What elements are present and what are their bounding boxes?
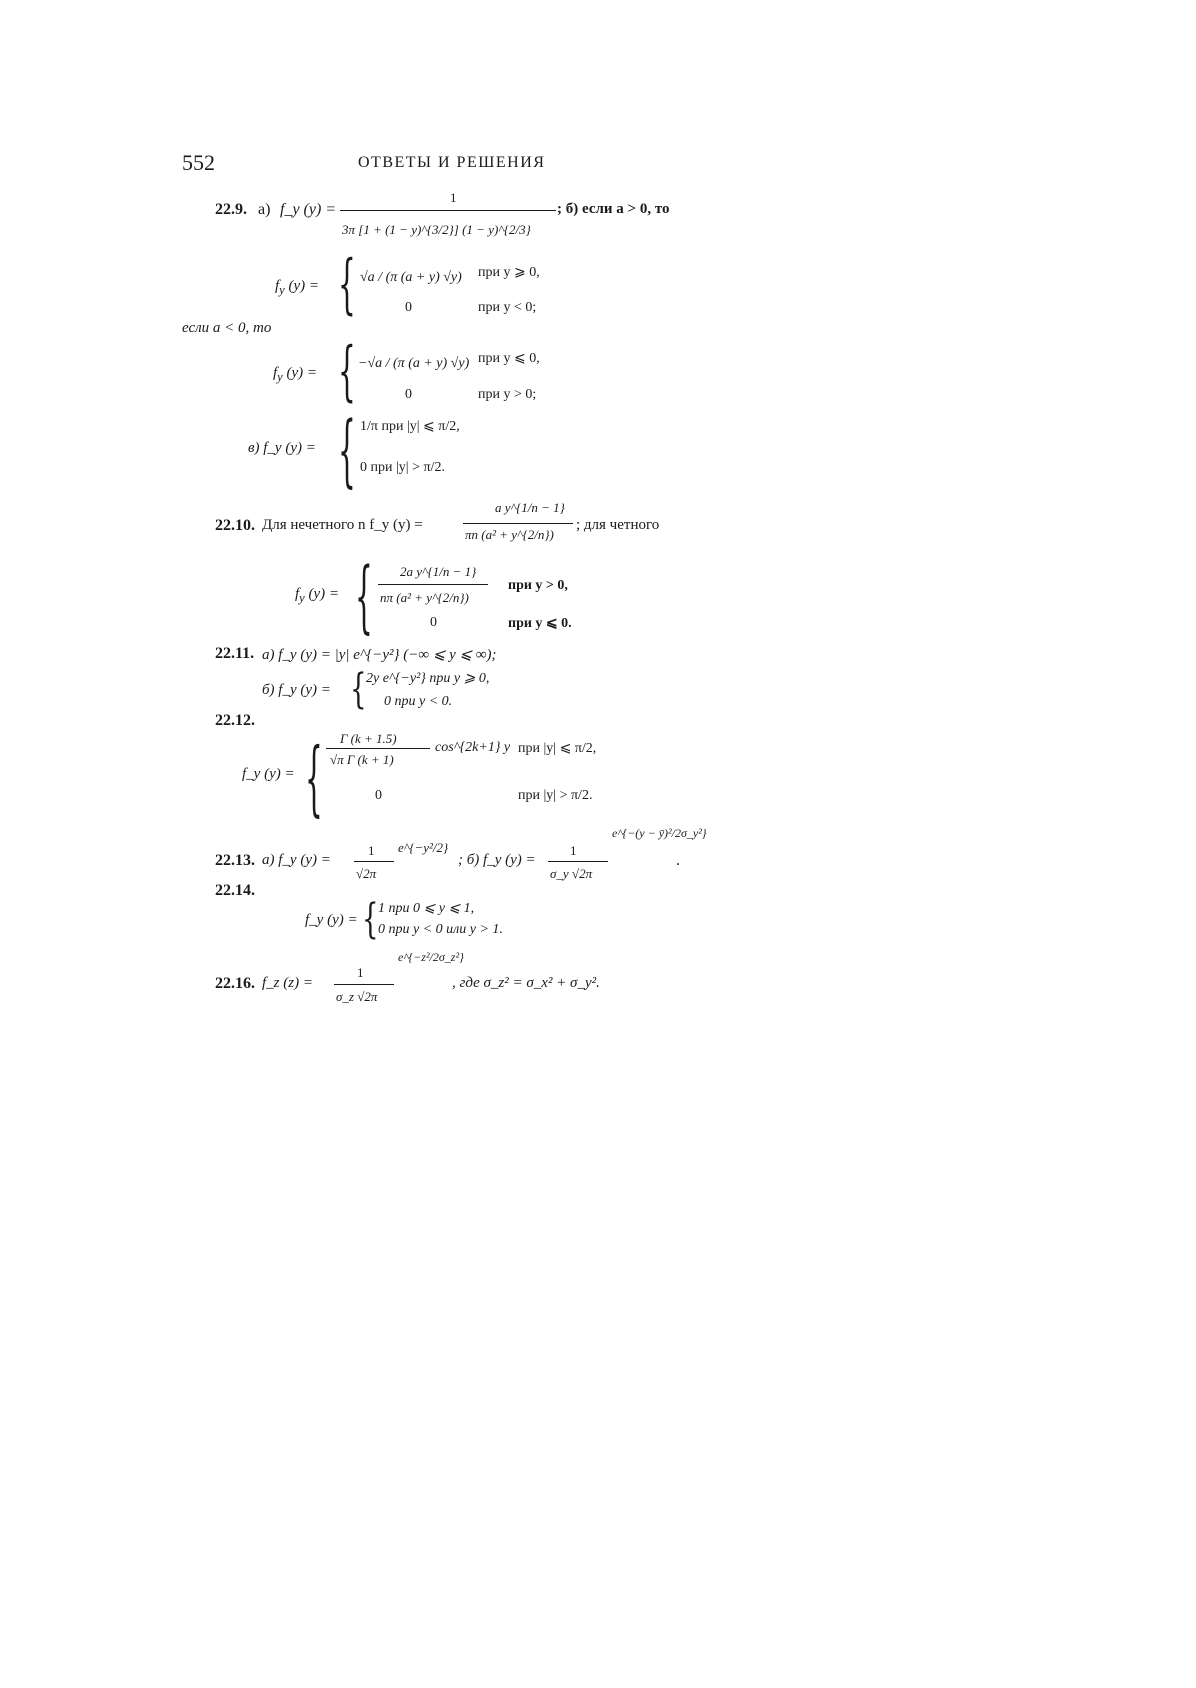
- running-header: ОТВЕТЫ И РЕШЕНИЯ: [358, 154, 546, 171]
- fraction-numerator: 1: [450, 190, 457, 205]
- fraction-bar: [340, 210, 556, 211]
- problem-label: 22.13.: [215, 852, 255, 869]
- case-condition: при y ⩾ 0,: [478, 265, 540, 280]
- fy-label: $f_y$ (y) =: [295, 586, 340, 605]
- fraction-numerator: 1: [570, 843, 577, 858]
- fraction-bar: [354, 861, 394, 862]
- fraction-bar: [548, 861, 608, 862]
- case-expression: 0: [405, 300, 412, 315]
- fy-label: f_y (y) =: [242, 766, 295, 782]
- part-b-text: ; б) если a > 0, то: [557, 201, 670, 217]
- fraction-bar: [334, 984, 394, 985]
- left-brace: {: [338, 246, 356, 322]
- fy-label: f_y (y) =: [305, 912, 358, 928]
- condition-text: если a < 0, то: [182, 320, 272, 336]
- fz-label: f_z (z) =: [262, 975, 313, 991]
- case-tail: cos^{2k+1} y: [435, 740, 511, 755]
- case-line: 1/π при |y| ⩽ π/2,: [360, 419, 460, 434]
- case-line: 0 при y < 0.: [384, 694, 453, 709]
- part-v-label: в) f_y (y) =: [248, 440, 316, 456]
- left-brace: {: [305, 730, 323, 826]
- problem-label: 22.10.: [215, 517, 255, 534]
- case-line: 0 при |y| > π/2.: [360, 460, 445, 475]
- case-line: 2y e^{−y²} при y ⩾ 0,: [366, 671, 490, 686]
- case-condition: при y ⩽ 0,: [478, 351, 540, 366]
- case-condition: при y > 0;: [478, 387, 537, 402]
- problem-text: ; для четного: [576, 517, 660, 533]
- case-numerator: 2a y^{1/n − 1}: [400, 564, 477, 579]
- left-brace: {: [338, 333, 356, 409]
- exponential: e^{−y²/2}: [398, 840, 449, 855]
- case-condition: при |y| > π/2.: [518, 788, 593, 803]
- problem-label: 22.16.: [215, 975, 255, 992]
- fraction-denominator: σ_y √2π: [550, 866, 593, 881]
- fraction-denominator: σ_z √2π: [336, 989, 378, 1004]
- fraction-denominator: 3π [1 + (1 − y)^{3/2}] (1 − y)^{2/3}: [342, 222, 531, 237]
- problem-label: 22.11.: [215, 645, 255, 662]
- fraction-numerator: a y^{1/n − 1}: [495, 500, 565, 515]
- fraction-denominator: √2π: [356, 866, 377, 881]
- part-b-label: ; б) f_y (y) =: [458, 852, 536, 868]
- fy-label: f_y (y) =: [280, 201, 337, 218]
- left-brace: {: [355, 550, 373, 643]
- fraction-numerator: 1: [357, 965, 364, 980]
- case-condition: при y ⩽ 0.: [508, 616, 572, 631]
- part-a-label: а): [258, 201, 271, 218]
- problem-label: 22.9.: [215, 201, 247, 218]
- case-denominator: √π Γ (k + 1): [330, 752, 394, 767]
- case-denominator: nπ (a² + y^{2/n}): [380, 590, 469, 605]
- problem-text: Для нечетного n f_y (y) =: [262, 517, 423, 533]
- case-condition: при |y| ⩽ π/2,: [518, 741, 597, 756]
- fraction-numerator: 1: [368, 843, 375, 858]
- part-a-label: а) f_y (y) =: [262, 852, 331, 868]
- fy-label: $f_y$ (y) =: [273, 365, 318, 384]
- fraction-bar: [378, 584, 488, 585]
- case-line: 1 при 0 ⩽ y ⩽ 1,: [378, 901, 475, 916]
- part-a-text: а) f_y (y) = |y| e^{−y²} (−∞ ⩽ y ⩽ ∞);: [262, 647, 497, 663]
- case-expression: √a / (π (a + y) √y): [360, 270, 462, 285]
- case-expression: 0: [375, 788, 382, 803]
- case-numerator: Γ (k + 1.5): [340, 731, 397, 746]
- exponential: e^{−(y − ȳ)²/2σ_y²}: [612, 826, 707, 840]
- left-brace: {: [350, 666, 367, 714]
- left-brace: {: [338, 404, 356, 497]
- where-clause: , где σ_z² = σ_x² + σ_y².: [452, 975, 600, 991]
- case-line: 0 при y < 0 или y > 1.: [378, 922, 503, 937]
- fraction-bar: [463, 523, 573, 524]
- end-punctuation: .: [676, 852, 680, 869]
- case-expression: −√a / (π (a + y) √y): [358, 356, 470, 371]
- case-condition: при y < 0;: [478, 300, 537, 315]
- problem-label: 22.14.: [215, 882, 255, 899]
- page-number: 552: [182, 150, 215, 175]
- case-expression: 0: [430, 615, 437, 630]
- exponential: e^{−z²/2σ_z²}: [398, 950, 464, 964]
- part-b-label: б) f_y (y) =: [262, 682, 331, 698]
- case-condition: при y > 0,: [508, 578, 568, 593]
- left-brace: {: [362, 896, 379, 944]
- case-expression: 0: [405, 387, 412, 402]
- problem-label: 22.12.: [215, 712, 255, 729]
- fy-label: $f_y$ (y) =: [275, 278, 320, 297]
- fraction-bar: [326, 748, 430, 749]
- fraction-denominator: πn (a² + y^{2/n}): [465, 527, 554, 542]
